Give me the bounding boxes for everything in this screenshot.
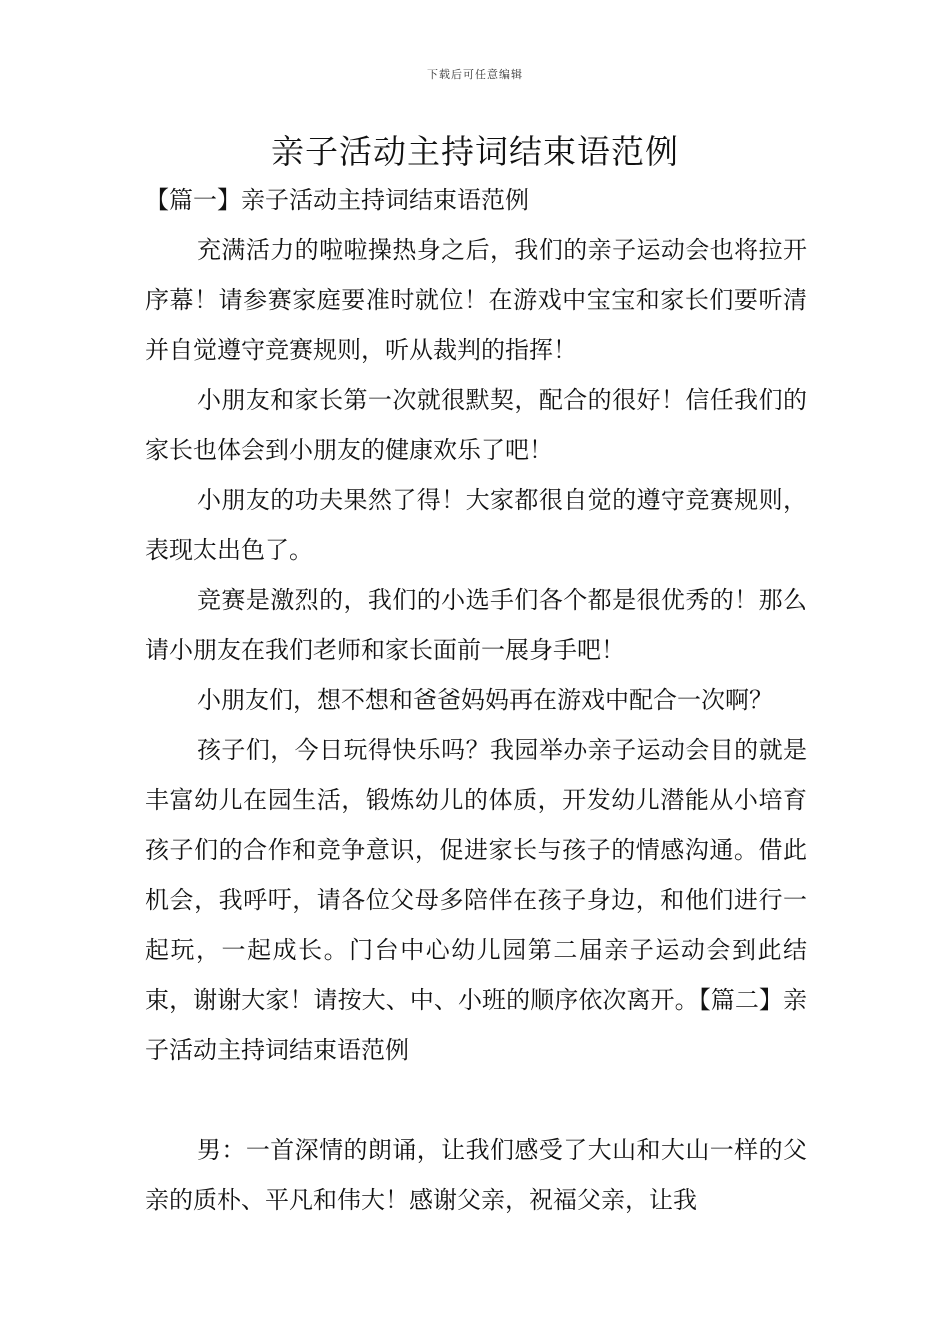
paragraph: 小朋友的功夫果然了得！大家都很自觉的遵守竞赛规则，表现太出色了。 bbox=[145, 486, 807, 564]
header-note: 下载后可任意编辑 bbox=[427, 68, 523, 81]
document-title: 亲子活动主持词结束语范例 bbox=[271, 132, 679, 171]
paragraph: 充满活力的啦啦操热身之后，我们的亲子运动会也将拉开序幕！请参赛家庭要准时就位！在游戏中宝宝和家长们要听清并自觉遵守竞赛规则，听从裁判的指挥！ bbox=[145, 236, 807, 364]
paragraph-gap bbox=[145, 1075, 807, 1125]
paragraph: 孩子们，今日玩得快乐吗？我园举办亲子运动会目的就是丰富幼儿在园生活，锻炼幼儿的体质，开发幼儿潜能从小培育孩子们的合作和竞争意识，促进家长与孩子的情感沟通。借此机会，我呼吁，请各位父母多陪伴在孩子身边，和他们进行一起玩，一起成长。门台中心幼儿园第二届亲子运动会到此结束，谢谢大家！请按大、中、小班的顺序依次离开。【篇二】亲子活动主持词结束语范例 bbox=[145, 736, 807, 1064]
paragraph: 竞赛是激烈的，我们的小选手们各个都是很优秀的！那么请小朋友在我们老师和家长面前一展身手吧！ bbox=[145, 586, 807, 664]
section-heading: 【篇一】亲子活动主持词结束语范例 bbox=[145, 186, 529, 214]
document-body bbox=[145, 175, 807, 1225]
paragraph: 小朋友和家长第一次就很默契，配合的很好！信任我们的家长也体会到小朋友的健康欢乐了吧！ bbox=[145, 386, 807, 464]
paragraph: 小朋友们，想不想和爸爸妈妈再在游戏中配合一次啊？ bbox=[197, 686, 773, 714]
paragraph: 男：一首深情的朗诵，让我们感受了大山和大山一样的父亲的质朴、平凡和伟大！感谢父亲，祝福父亲，让我 bbox=[145, 1136, 807, 1214]
